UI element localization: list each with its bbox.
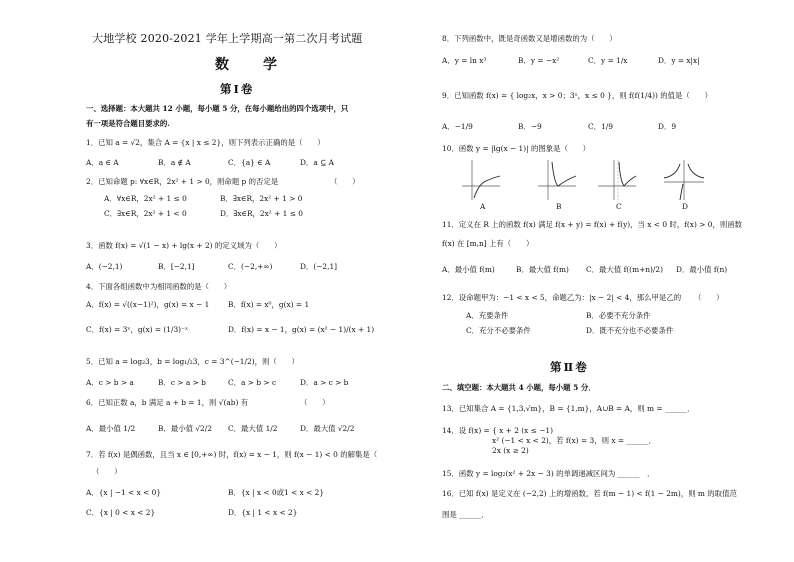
q16-line2: 围是 ______． [442, 510, 489, 519]
section1-line2: 有一项是符合题目要求的. [86, 119, 170, 128]
q5-option-b: B．c > a > b [158, 378, 206, 387]
q1-option-b: B．a ∉ A [158, 158, 191, 167]
q1-option-d: D．a ⊆ A [300, 158, 334, 167]
q6-option-d: D．最大值 √2/2 [300, 424, 355, 433]
q10-label-d: D [682, 202, 688, 211]
q12-paren: （ ） [694, 293, 724, 302]
q3-option-b: B．[−2,1] [158, 262, 195, 271]
q12-option-c: C．充分不必要条件 [466, 326, 531, 335]
q9-option-a: A．−1/9 [442, 122, 473, 131]
q5-option-a: A．c > b > a [86, 378, 134, 387]
q2-option-d: D．∃x∈R，2x² + 1 ≤ 0 [220, 209, 303, 218]
q10-label-c: C [616, 202, 622, 211]
q4-option-a: A．f(x) = √((x−1)²)，g(x) = x − 1 [86, 300, 210, 309]
q11-option-a: A．最小值 f(m) [442, 265, 495, 274]
q3-option-a: A．(−2,1) [86, 262, 123, 271]
q8-option-b: B．y = −x² [518, 56, 560, 65]
q7-stem: 7．若 f(x) 是偶函数，且当 x ∈ [0,+∞) 时，f(x) = x − 1，则 f(x − 1) < 0 的解集是（ [86, 450, 378, 459]
section1-line1: 一、选择题：本大题共 12 小题，每小题 5 分，在每小题给出的四个选项中，只 [86, 104, 349, 113]
q14-line2: x² (−1 < x < 2)，若 f(x) = 3，则 x = ______． [492, 436, 656, 445]
q10-graph-b [536, 158, 578, 202]
q11-option-c: C．最大值 f((m+n)/2) [586, 265, 663, 274]
volume-1-title: 第Ⅰ卷 [220, 82, 255, 96]
q6-option-c: C．最大值 1/2 [228, 424, 278, 433]
q2-option-a: A．∀x∈R，2x² + 1 ≤ 0 [104, 194, 187, 203]
q5-option-d: D．a > c > b [300, 378, 349, 387]
q7-option-a: A．{x | −1 < x < 0} [86, 488, 162, 497]
q14-line1: 14．设 f(x) = { x + 2 (x ≤ −1) [442, 426, 553, 435]
q7-paren: （ ） [92, 467, 122, 476]
q12-option-d: D．既不充分也不必要条件 [586, 326, 674, 335]
q7-option-b: B．{x | x < 0或1 < x < 2} [228, 488, 325, 497]
right-column [400, 0, 794, 562]
q9-option-c: C．1/9 [588, 122, 613, 131]
q6-paren: （ ） [300, 398, 330, 407]
q6-option-a: A．最小值 1/2 [86, 424, 136, 433]
q8-option-d: D．y = x|x| [658, 56, 700, 65]
q8-option-c: C．y = 1/x [588, 56, 628, 65]
q14-line3: 2x (x ≥ 2) [492, 446, 529, 455]
q13-stem: 13．已知集合 A = {1,3,√m}，B = {1,m}，A∪B = A，则 m = ______． [442, 404, 695, 413]
q2-option-b: B．∃x∈R，2x² + 1 > 0 [220, 194, 303, 203]
q5-stem: 5．已知 a = log₂3，b = log₁/₂3，c = 3^(−1/2)，则（ ） [86, 357, 299, 366]
q11-option-d: D．最小值 f(n) [676, 265, 728, 274]
q12-option-a: A．充要条件 [466, 311, 509, 320]
q12-stem: 12．设命题甲为：−1 < x < 5，命题乙为：|x − 2| < 4，那么甲是乙的 [442, 293, 682, 302]
q10-graph-c [596, 158, 638, 202]
section2-line1: 二、填空题：本大题共 4 小题，每小题 5 分． [442, 383, 596, 392]
q2-stem: 2．已知命题 p: ∀x∈R，2x² + 1 > 0，则命题 p 的否定是 [86, 177, 279, 186]
q3-stem: 3．函数 f(x) = √(1 − x) + lg(x + 2) 的定义域为（ ） [86, 241, 282, 250]
q8-stem: 8．下列函数中，既是奇函数又是增函数的为（ ） [442, 34, 617, 43]
q10-label-b: B [556, 202, 562, 211]
q7-option-d: D．{x | 1 < x < 2} [228, 508, 298, 517]
exam-title: 大地学校 2020-2021 学年上学期高一第二次月考试题 [92, 32, 363, 45]
q4-option-c: C．f(x) = 3ˣ，g(x) = (1/3)⁻ˣ [86, 325, 189, 334]
q10-graph-d [662, 158, 706, 202]
q7-option-c: C．{x | 0 < x < 2} [86, 508, 156, 517]
q10-stem: 10．函数 y = |lg(x − 1)| 的图象是（ ） [442, 144, 591, 153]
q8-option-a: A．y = ln x³ [442, 56, 487, 65]
q5-option-c: C．a > b > c [228, 378, 277, 387]
q4-option-d: D．f(x) = x − 1，g(x) = (x² − 1)/(x + 1) [228, 325, 375, 334]
q9-stem: 9．已知函数 f(x) = { log₂x，x > 0；3ˣ，x ≤ 0 }，则 f(f(1/4)) 的值是（ ） [442, 91, 712, 100]
q1-stem: 1．已知 a = √2，集合 A = {x | x ≤ 2}，则下列表示正确的是（ ） [86, 138, 325, 147]
q10-label-a: A [480, 202, 486, 211]
q6-stem: 6．已知正数 a，b 满足 a + b = 1，则 √(ab) 有 [86, 398, 249, 407]
q2-paren: （ ） [330, 177, 360, 186]
q11-line2: f(x) 在 [m,n] 上有（ ） [442, 239, 534, 248]
q3-option-c: C．(−2,+∞) [228, 262, 273, 271]
q9-option-b: B．−9 [518, 122, 542, 131]
q15-stem: 15．函数 y = log₂(x² + 2x − 3) 的单调递减区间为 ______ ． [442, 469, 655, 478]
q12-option-b: B．必要不充分条件 [586, 311, 651, 320]
q10-graph-a [460, 158, 502, 202]
q11-option-b: B．最大值 f(m) [516, 265, 569, 274]
volume-2-title: 第Ⅱ卷 [550, 360, 589, 374]
q16-line1: 16．已知 f(x) 是定义在 (−2,2) 上的增函数，若 f(m − 1) < f(1 − 2m)，则 m 的取值范 [442, 489, 737, 498]
q4-option-b: B．f(x) = x⁰，g(x) = 1 [228, 300, 310, 309]
q6-option-b: B．最小值 √2/2 [158, 424, 212, 433]
q2-option-c: C．∃x∈R，2x² + 1 < 0 [104, 209, 187, 218]
q1-option-a: A．a ∈ A [86, 158, 119, 167]
q9-option-d: D．9 [658, 122, 677, 131]
q11-line1: 11．定义在 R 上的函数 f(x) 满足 f(x + y) = f(x) + f(y)，当 x < 0 时，f(x) > 0，则函数 [442, 220, 743, 229]
q3-option-d: D．(−2,1] [300, 262, 338, 271]
q4-stem: 4．下面各组函数中为相同函数的是（ ） [86, 282, 232, 291]
subject-title: 数 学 [215, 57, 287, 73]
q1-option-c: C．{a} ∈ A [228, 158, 271, 167]
